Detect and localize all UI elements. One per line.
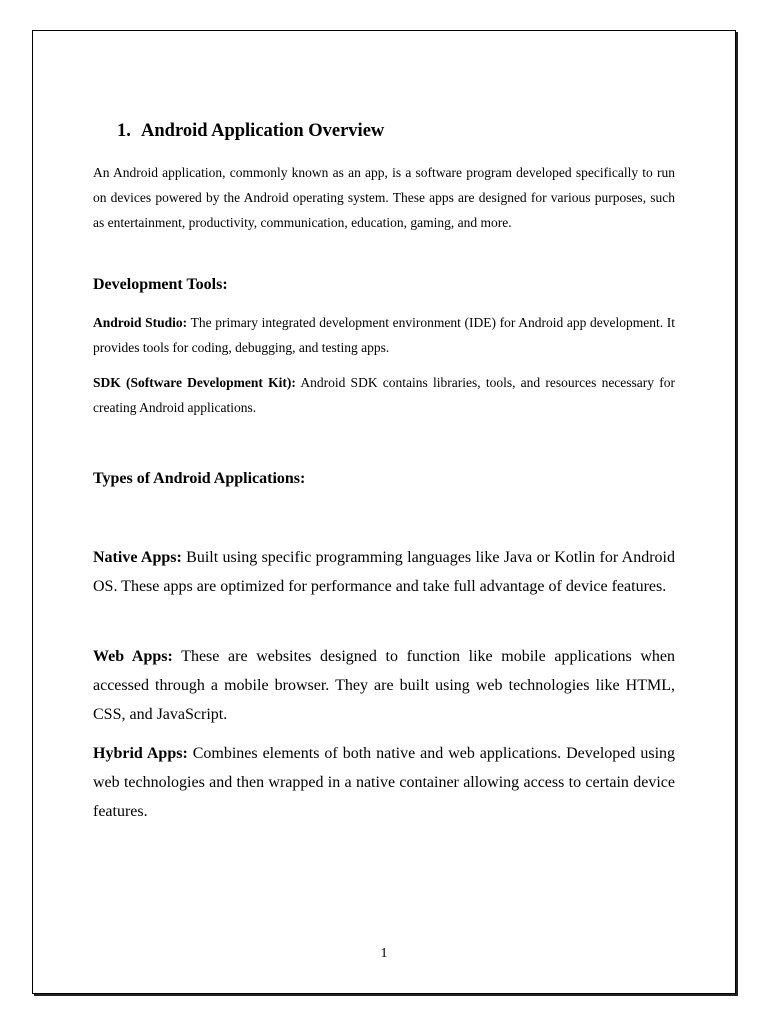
types-heading: Types of Android Applications: (93, 470, 306, 487)
web-apps-term: Web Apps: (93, 648, 173, 665)
sdk-text: Android SDK contains libraries, tools, and resources necessary for creating Android applications. (93, 375, 675, 415)
android-studio-text: The primary integrated development environment (IDE) for Android app development. It provides tools for coding, debugging, and testing apps. (93, 315, 675, 355)
web-apps-text: These are websites designed to function like mobile applications when accessed through a mobile browser. They are built using web technologies like HTML, CSS, and JavaScript. (93, 648, 676, 723)
hybrid-apps-term: Hybrid Apps: (93, 745, 188, 762)
section-title: Android Application Overview (141, 121, 385, 141)
android-studio-paragraph (93, 310, 675, 360)
intro-paragraph: An Android application, commonly known as an app, is a software program developed specifically to run on devices powered by the Android operating system. These apps are designed for various purposes, such as entertainment, productivity, communication, education, gaming, and more. (93, 165, 675, 230)
sdk-paragraph (93, 370, 675, 420)
hybrid-apps-paragraph (93, 739, 675, 826)
hybrid-apps-text: Combines elements of both native and web applications. Developed using web technologies and then wrapped in a native container allowing access to certain device features. (93, 745, 676, 820)
page-number: 1 (380, 946, 388, 961)
native-apps-term: Native Apps: (93, 549, 182, 566)
section-heading (117, 121, 384, 142)
section-number: 1. (117, 121, 131, 141)
dev-tools-heading: Development Tools: (93, 276, 228, 293)
android-studio-term: Android Studio: (93, 315, 188, 330)
sdk-term: SDK (Software Development Kit): (93, 375, 296, 390)
web-apps-paragraph (93, 642, 675, 729)
native-apps-text: Built using specific programming languages like Java or Kotlin for Android OS. These apps are optimized for performance and take full advantage of device features. (93, 549, 675, 595)
native-apps-paragraph (93, 543, 675, 601)
